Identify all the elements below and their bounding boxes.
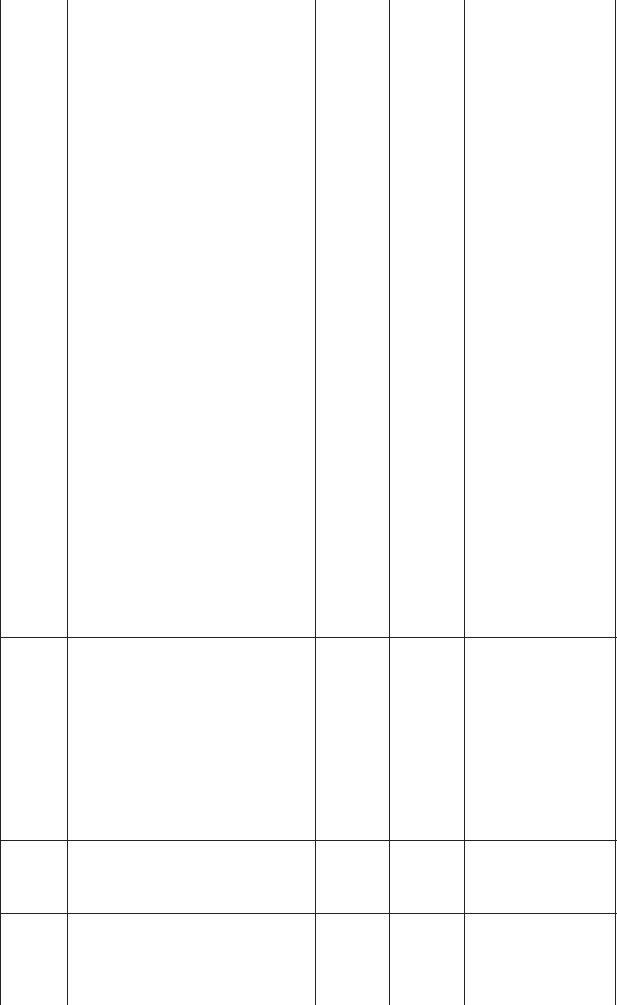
category-cell	[0, 637, 66, 715]
category-line	[0, 689, 66, 715]
column-divider	[464, 0, 465, 1005]
category-cell	[0, 913, 66, 991]
category-line	[0, 637, 66, 663]
category-line	[0, 840, 66, 866]
category-cell	[0, 840, 66, 918]
row-divider	[0, 637, 617, 638]
category-line	[0, 866, 66, 892]
category-line	[0, 663, 66, 689]
category-line	[0, 965, 66, 991]
row-divider	[0, 840, 617, 841]
column-divider	[67, 0, 68, 1005]
column-divider	[315, 0, 316, 1005]
category-line	[0, 913, 66, 939]
category-line	[0, 939, 66, 965]
table-border-right	[615, 0, 616, 1005]
column-divider	[389, 0, 390, 1005]
row-divider	[0, 913, 617, 914]
